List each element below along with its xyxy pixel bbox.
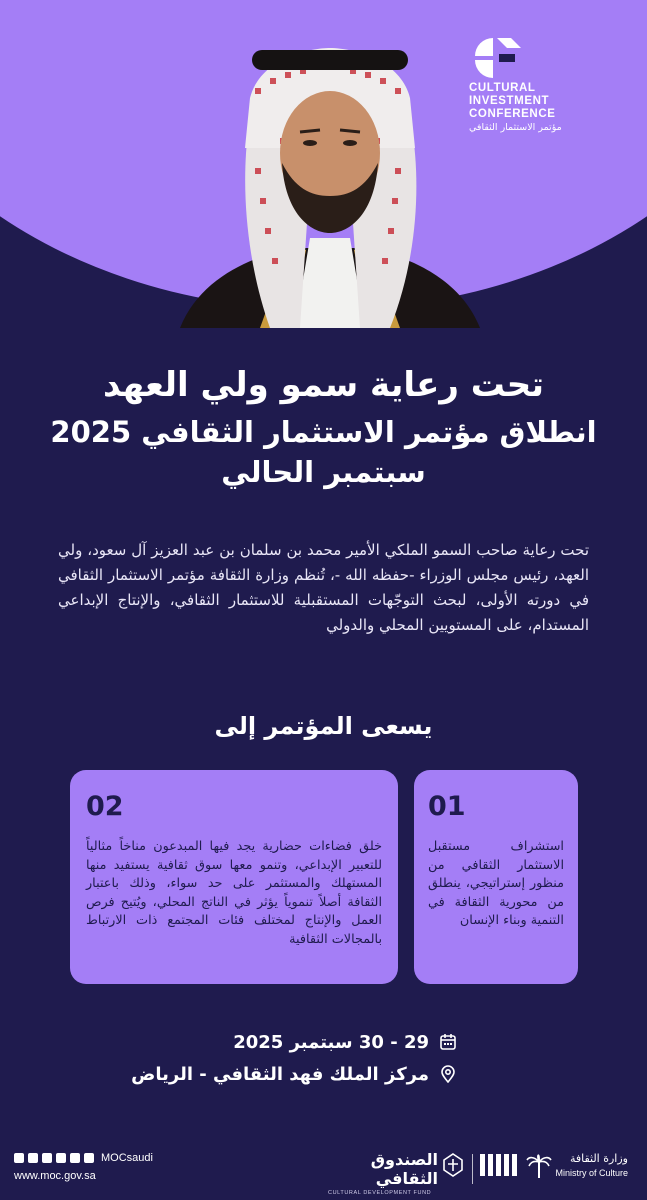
ministry-arabic: وزارة الثقافة xyxy=(569,1152,628,1165)
ministry-logo xyxy=(480,1150,630,1186)
headline-line-3: سبتمبر الحالي xyxy=(221,455,426,489)
ministry-english: Ministry of Culture xyxy=(555,1168,628,1178)
x-icon[interactable] xyxy=(14,1153,24,1163)
logo-arabic: مؤتمر الاستثمار الثقافي xyxy=(469,122,562,133)
logo-line-2: INVESTMENT xyxy=(469,95,550,107)
conference-logo-mark-icon xyxy=(471,34,527,78)
logo-line-1: CULTURAL xyxy=(469,82,536,94)
tiktok-icon[interactable] xyxy=(56,1153,66,1163)
goal-card-2-number: 02 xyxy=(86,791,124,822)
location-pin-icon xyxy=(439,1065,457,1083)
goal-card-1 xyxy=(414,770,578,984)
event-info xyxy=(131,1028,457,1088)
goal-card-2-text: خلق فضاءات حضارية يجد فيها المبدعون مناخاً مثالياً للتعبير الإبداعي، وتنمو معها سوق ثقافية يستفيد منها المستهلك والمستثمر على حد سواء، وذلك باعتبار الثقافة أصلاً تنموياً يؤثر في الناتج المحلي، ويُتيح فرص العمل والإنتاج لمختلف فئات المجتمع ذات الارتباط بالمجالات الثقافية xyxy=(86,839,382,947)
cultural-fund-mark-icon xyxy=(442,1152,464,1178)
snapchat-icon[interactable] xyxy=(84,1153,94,1163)
cultural-fund-logo xyxy=(306,1150,466,1196)
headline-line-1: تحت رعاية سمو ولي العهد xyxy=(102,365,545,405)
social-handle[interactable]: MOCsaudi xyxy=(101,1152,153,1164)
event-location: مركز الملك فهد الثقافي - الرياض xyxy=(131,1063,429,1085)
calendar-icon xyxy=(439,1033,457,1051)
goal-card-1-text: استشراف مستقبل الاستثمار الثقافي من منظور إستراتيجي، ينطلق من محورية الثقافة في التنمية وبناء الإنسان xyxy=(428,839,564,928)
intro-paragraph: تحت رعاية صاحب السمو الملكي الأمير محمد بن سلمان بن عبد العزيز آل سعود، ولي العهد، رئيس مجلس الوزراء -حفظه الله -، تُنظم وزارة الثقافة مؤتمر الاستثمار الثقافي في دورته الأولى، لبحث التوجّهات المستقبلية للاستثمار الثقافي، والإنتاج الإبداعي المستدام، على المستويين المحلي والدولي xyxy=(58,541,589,634)
ministry-bars xyxy=(480,1154,517,1176)
cultural-fund-arabic: الصندوق الثقافي xyxy=(370,1150,438,1188)
facebook-icon[interactable] xyxy=(42,1153,52,1163)
headline-line-2: انطلاق مؤتمر الاستثمار الثقافي 2025 xyxy=(50,415,597,449)
logo-line-3: CONFERENCE xyxy=(469,108,556,120)
palm-icon xyxy=(526,1152,552,1180)
goal-card-1-number: 01 xyxy=(428,791,466,822)
goal-card-2 xyxy=(70,770,398,984)
header-band xyxy=(0,0,647,330)
conference-logo xyxy=(469,34,619,133)
section-title: يسعى المؤتمر إلى xyxy=(214,712,433,740)
youtube-icon[interactable] xyxy=(70,1153,80,1163)
event-date: 29 - 30 سبتمبر 2025 xyxy=(233,1031,429,1053)
social-links xyxy=(14,1152,153,1164)
event-date-row xyxy=(131,1028,457,1056)
website-link[interactable]: www.moc.gov.sa xyxy=(14,1170,96,1182)
headline xyxy=(30,362,617,492)
footer-divider xyxy=(472,1154,473,1184)
event-location-row xyxy=(131,1060,457,1088)
portrait-image xyxy=(160,28,500,328)
footer xyxy=(0,1140,647,1200)
instagram-icon[interactable] xyxy=(28,1153,38,1163)
cultural-fund-english: CULTURAL DEVELOPMENT FUND xyxy=(328,1190,432,1196)
